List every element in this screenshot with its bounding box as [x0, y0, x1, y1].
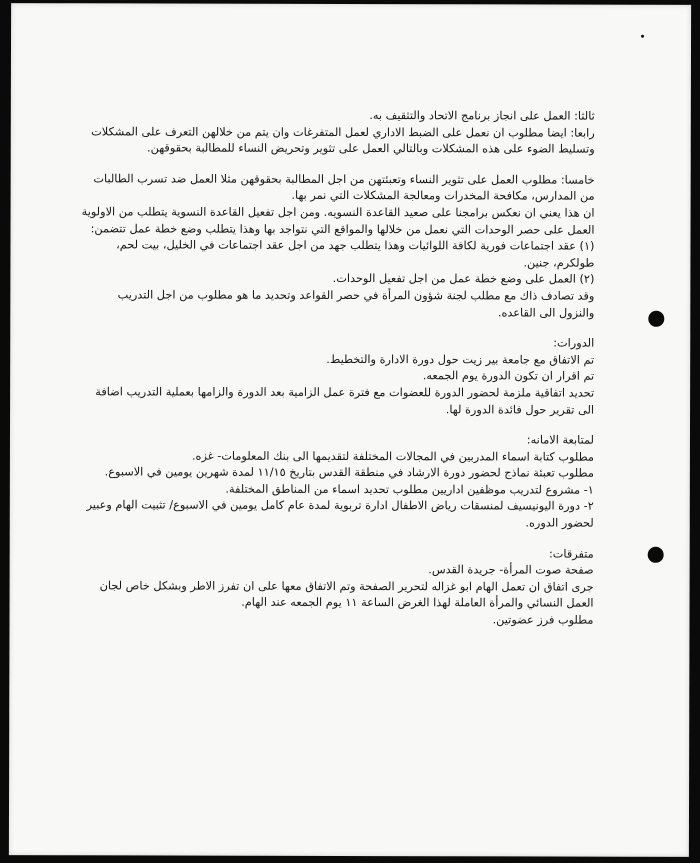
courses-line-2: تم اقرار ان تكون الدورة يوم الجمعه. [422, 369, 595, 383]
heading-misc: متفرقات: [548, 547, 594, 561]
paragraph-third: ثالثا: العمل على انجاز برنامج الاتحاد والتثقيف به. [369, 109, 595, 123]
followup-line-1: مطلوب كتابة اسماء المدربين في المجالات المختلفة لتقديمها الى بنك المعلومات- غزه. [191, 449, 594, 464]
ink-speck [641, 35, 644, 38]
document-page [9, 3, 691, 857]
punch-hole-top [648, 311, 664, 327]
list-item-2: (٢) العمل على وضع خطة عمل من اجل تفعيل الوحدات. [332, 272, 595, 286]
courses-line-3: تحديد اتفاقية ملزمة لحضور الدورة للعضوات مع فترة عمل الزامية بعد الدورة والزامها بعملية التدريب اضافة الى تقرير حول فائدة الدورة لها. [95, 385, 595, 417]
misc-line-3: مطلوب فرز عضوتين. [492, 613, 594, 627]
heading-followup: لمتابعة الامانه: [526, 433, 594, 447]
paragraph-fourth: رابعا: ايضا مطلوب ان نعمل على الضبط الاداري لعمل المتفرغات وان يتم من خلالهن التعرف على المشكلات وتسليط الضوء على هذه المشكلات وبالتالي العمل على تثوير وتحريض النساء للمطالبة بحقوقهن. [91, 124, 595, 156]
heading-courses: الدورات: [553, 336, 595, 350]
misc-line-1: صفحة صوت المرأة- جريدة القدس. [428, 563, 594, 577]
paragraph-women-committee: وقد تصادف ذاك مع مطلب لجنة شؤون المرأة في حصر القواعد وتحديد ما هو مطلوب من اجل التدريب والنزول الى القاعده. [117, 288, 595, 320]
document-body [79, 107, 594, 629]
punch-hole-bottom [648, 547, 664, 563]
misc-line-2: جرى اتفاق ان تعمل الهام ابو غزاله لتحرير الصفحة وتم الاتفاق معها على ان تفرز الاطر وبشكل خاص لجان العمل النسائي والمرأة العاملة لهذا الغرض الساعة ١١ يوم الجمعه عند الهام. [99, 579, 594, 611]
list-item-1: (١) عقد اجتماعات فورية لكافة اللوائيات وهذا يتطلب جهد من اجل عقد اجتماعات في الخليل، بيت لحم، طولكرم، جنين. [116, 238, 595, 270]
followup-line-2: مطلوب تعبئة نماذج لحضور دورة الارشاد في منطقة القدس بتاريخ ١١/١٥ لمدة شهرين يومين في الاسبوع. [104, 465, 594, 480]
paragraph-base-activation: ان هذا يعني ان نعكس برامجنا على صعيد القاعدة النسويه. ومن اجل تفعيل القاعدة النسوية يتطلب من الاولوية العمل على حصر الوحدات التي نعمل من خلالها والمواقع التي نتواجد بها وهذا يتطلب وضع خطة عمل تتضمن: [81, 205, 595, 237]
followup-line-4: ٢- دورة اليونيسيف لمنسقات رياض الاطفال ادارة تربوية لمدة عام كامل يومين في الاسبوع/ تثبيت الهام وعبير لحضور الدوره. [86, 498, 594, 530]
followup-line-3: ١- مشروع لتدريب موظفين اداريين مطلوب تحديد اسماء من المناطق المختلفة. [225, 482, 594, 497]
paragraph-fifth: خامسا: مطلوب العمل على تثوير النساء وتعبئتهن من اجل المطالبة بحقوقهن مثلا العمل ضد تسرب الطالبات من المدارس، مكافحة المخدرات ومعالجة المشكلات التي نمر بها. [93, 172, 595, 204]
courses-line-1: تم الاتفاق مع جامعة بير زيت حول دورة الادارة والتخطيط. [326, 352, 595, 367]
